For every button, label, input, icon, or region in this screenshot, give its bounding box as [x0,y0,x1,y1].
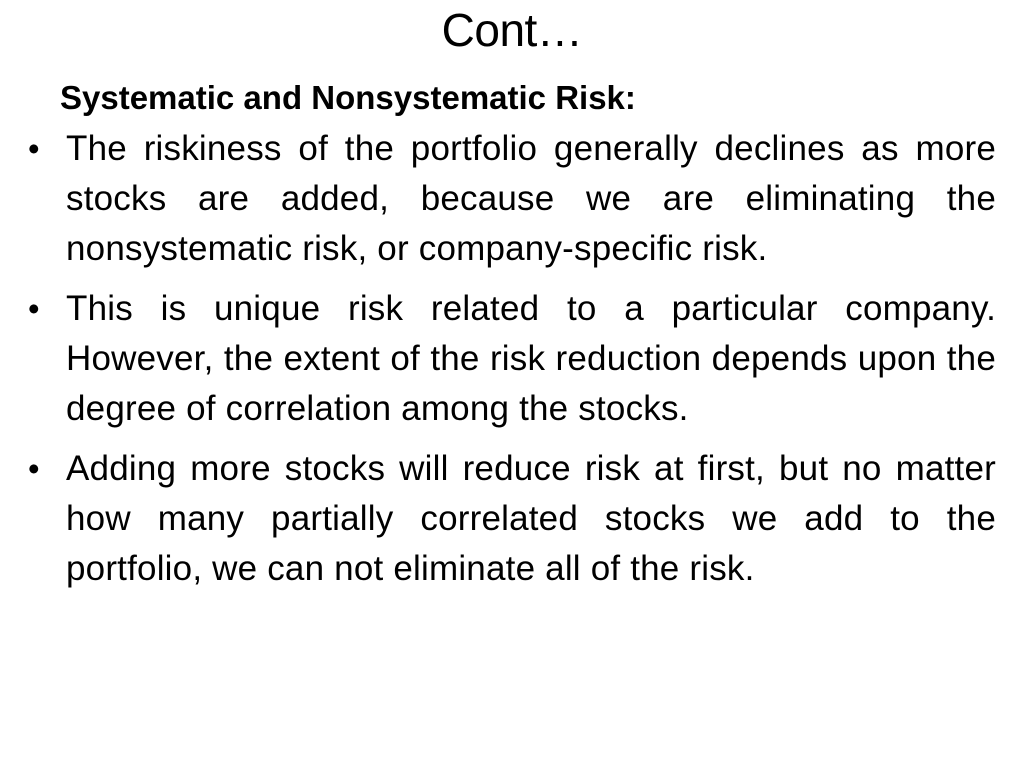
bullet-list [26,124,996,594]
bullet-text: The riskiness of the portfolio generally declines as more stocks are added, because we are eliminating the nonsystematic risk, or company-specific risk. [66,129,996,268]
bullet-icon: • [28,290,40,327]
slide-content [26,76,996,604]
slide-title: Cont… [441,4,583,56]
bullet-icon: • [28,130,40,167]
bullet-item-2 [26,284,996,434]
section-subheading: Systematic and Nonsystematic Risk: [60,79,636,116]
bullet-text: This is unique risk related to a particular company. However, the extent of the risk reduction depends upon the degree of correlation among the stocks. [66,289,996,428]
bullet-item-3 [26,444,996,594]
bullet-text: Adding more stocks will reduce risk at first, but no matter how many partially correlated stocks we add to the portfolio, we can not eliminate all of the risk. [66,449,996,588]
bullet-icon: • [28,450,40,487]
bullet-item-1 [26,124,996,274]
